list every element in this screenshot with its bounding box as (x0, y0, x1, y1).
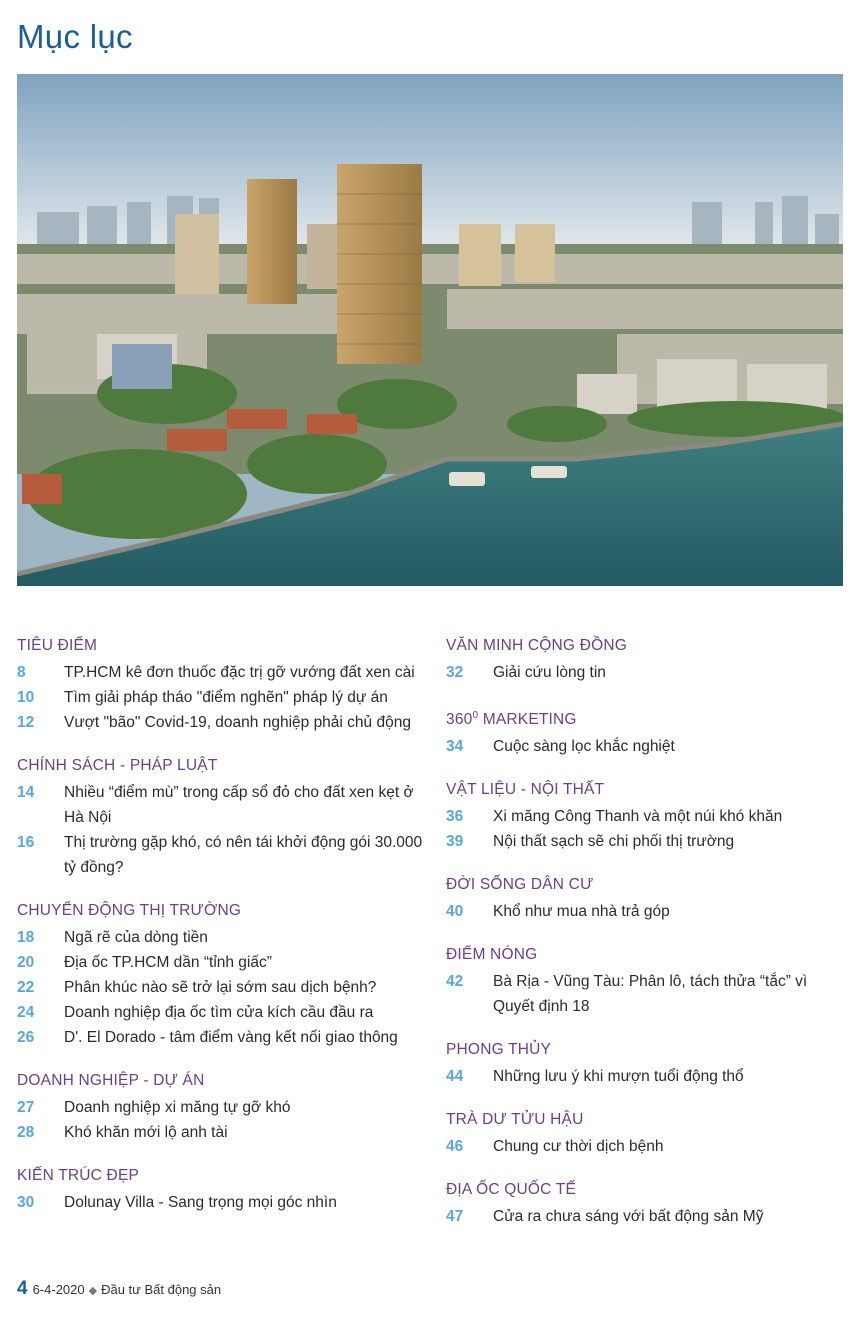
entry-title: Địa ốc TP.HCM dần “tỉnh giấc” (64, 954, 272, 971)
entry-title: Thị trường gặp khó, có nên tái khởi động gói 30.000 tỷ đồng? (64, 834, 423, 876)
page-number: 10 (17, 689, 35, 706)
section-title (446, 705, 846, 730)
footer-page-number: 4 (17, 1278, 28, 1299)
page-number: 22 (17, 979, 35, 996)
section-title: CHÍNH SÁCH - PHÁP LUẬT (17, 757, 218, 774)
entry-title: Bà Rịa - Vũng Tàu: Phân lô, tách thửa “tắc” vì Quyết định 18 (493, 973, 808, 1016)
toc-section-dia-oc-quoc-te (446, 1179, 846, 1229)
entry-title: Ngã rẽ của dòng tiền (64, 929, 208, 946)
toc-section-kien-truc (17, 1165, 427, 1215)
toc-entry[interactable] (446, 660, 846, 685)
page-number: 44 (446, 1068, 464, 1086)
entry-title: Giải cứu lòng tin (493, 664, 606, 681)
toc-section-tieu-diem (17, 635, 427, 735)
section-title: ĐIỂM NÓNG (446, 946, 538, 964)
section-title: ĐỊA ỐC QUỐC TẾ (446, 1181, 576, 1199)
footer-date: 6-4-2020 (32, 1282, 85, 1297)
toc-entry[interactable] (17, 1190, 427, 1215)
entry-title: Doanh nghiệp địa ốc tìm cửa kích cầu đầu ra (64, 1004, 374, 1021)
section-title: KIẾN TRÚC ĐẸP (17, 1167, 140, 1184)
section-title: ĐỜI SỐNG DÂN CƯ (446, 876, 594, 894)
page-number: 24 (17, 1004, 35, 1021)
section-title: VẬT LIỆU - NỘI THẤT (446, 781, 605, 799)
toc-entry[interactable] (17, 1025, 427, 1050)
entry-title: Những lưu ý khi mượn tuổi động thổ (493, 1068, 744, 1086)
page-number: 36 (446, 808, 464, 826)
toc-right-column (446, 635, 846, 1249)
page-number: 14 (17, 784, 35, 801)
page-number: 18 (17, 929, 35, 946)
entry-title: Khó khăn mới lộ anh tài (64, 1124, 228, 1141)
section-title: VĂN MINH CỘNG ĐỒNG (446, 637, 627, 654)
entry-title: TP.HCM kê đơn thuốc đặc trị gỡ vướng đất xen cài (64, 664, 415, 681)
toc-entry[interactable] (17, 1000, 427, 1025)
page-footer (17, 1278, 221, 1300)
entry-title: Chung cư thời dịch bệnh (493, 1138, 664, 1156)
page-number: 30 (17, 1194, 35, 1211)
page-number: 32 (446, 664, 464, 681)
section-title: TIÊU ĐIỂM (17, 637, 98, 654)
page-number: 40 (446, 903, 464, 921)
toc-entry[interactable] (17, 780, 427, 830)
section-title: DOANH NGHIỆP - DỰ ÁN (17, 1072, 205, 1089)
toc-section-vat-lieu (446, 779, 846, 854)
toc-entry[interactable] (17, 660, 427, 685)
entry-title: Nội thất sạch sẽ chi phối thị trường (493, 833, 735, 851)
section-title-superscript: 0 (472, 710, 479, 721)
toc-section-phong-thuy (446, 1039, 846, 1089)
section-title: PHONG THỦY (446, 1041, 552, 1059)
page-title: Mục lục (17, 18, 133, 55)
page-number: 12 (17, 714, 35, 731)
toc-section-doi-song (446, 874, 846, 924)
entry-title: Khổ như mua nhà trả góp (493, 903, 670, 921)
entry-title: Dolunay Villa - Sang trọng mọi góc nhìn (64, 1194, 337, 1211)
toc-entry[interactable] (446, 804, 846, 829)
toc-section-tra-du (446, 1109, 846, 1159)
footer-publication: Đầu tư Bất động sản (101, 1282, 222, 1297)
diamond-separator-icon: ◆ (88, 1285, 98, 1297)
entry-title: Vượt "bão" Covid-19, doanh nghiệp phải chủ động (64, 714, 411, 731)
entry-title: D'. El Dorado - tâm điểm vàng kết nối giao thông (64, 1029, 398, 1046)
toc-entry[interactable] (446, 899, 846, 924)
page-number: 27 (17, 1099, 35, 1116)
entry-title: Cuộc sàng lọc khắc nghiệt (493, 738, 675, 756)
toc-entry[interactable] (17, 1120, 427, 1145)
toc-section-van-minh (446, 635, 846, 685)
toc-entry[interactable] (446, 1134, 846, 1159)
page-number: 34 (446, 738, 464, 756)
entry-title: Phân khúc nào sẽ trở lại sớm sau dịch bệnh? (64, 979, 377, 996)
entry-title: Nhiều “điểm mù” trong cấp sổ đỏ cho đất xen kẹt ở Hà Nội (64, 784, 414, 826)
page-number: 26 (17, 1029, 35, 1046)
toc-section-chuyen-dong (17, 900, 427, 1050)
page-number: 8 (17, 664, 26, 681)
entry-title: Cửa ra chưa sáng với bất động sản Mỹ (493, 1208, 764, 1226)
toc-entry[interactable] (17, 710, 427, 735)
toc-entry[interactable] (17, 1095, 427, 1120)
page-number: 16 (17, 834, 35, 851)
toc-entry[interactable] (446, 734, 846, 759)
entry-title: Tìm giải pháp tháo "điểm nghẽn" pháp lý dự án (64, 689, 388, 706)
page-number: 42 (446, 973, 464, 991)
toc-entry[interactable] (17, 830, 427, 880)
toc-section-marketing (446, 705, 846, 759)
page-number: 20 (17, 954, 35, 971)
toc-entry[interactable] (17, 685, 427, 710)
page-number: 39 (446, 833, 464, 851)
toc-entry[interactable] (446, 1064, 846, 1089)
toc-entry[interactable] (17, 975, 427, 1000)
entry-title: Doanh nghiệp xi măng tự gỡ khó (64, 1099, 291, 1116)
section-title: TRÀ DƯ TỬU HẬU (446, 1111, 584, 1129)
toc-section-doanh-nghiep (17, 1070, 427, 1145)
aerial-city-lake-photo (17, 74, 843, 586)
toc-entry[interactable] (17, 950, 427, 975)
section-title-suffix: MARKETING (478, 711, 577, 729)
page-number: 47 (446, 1208, 464, 1226)
toc-entry[interactable] (446, 969, 846, 1019)
toc-section-chinh-sach (17, 755, 427, 880)
toc-entry[interactable] (446, 1204, 846, 1229)
entry-title: Xi măng Công Thanh và một núi khó khăn (493, 808, 783, 826)
toc-section-diem-nong (446, 944, 846, 1019)
page-number: 28 (17, 1124, 35, 1141)
toc-left-column (17, 635, 427, 1235)
section-title-prefix: 360 (446, 711, 473, 729)
page-number: 46 (446, 1138, 464, 1156)
toc-entry[interactable] (446, 829, 846, 854)
section-title: CHUYỂN ĐỘNG THỊ TRƯỜNG (17, 902, 242, 919)
toc-entry[interactable] (17, 925, 427, 950)
